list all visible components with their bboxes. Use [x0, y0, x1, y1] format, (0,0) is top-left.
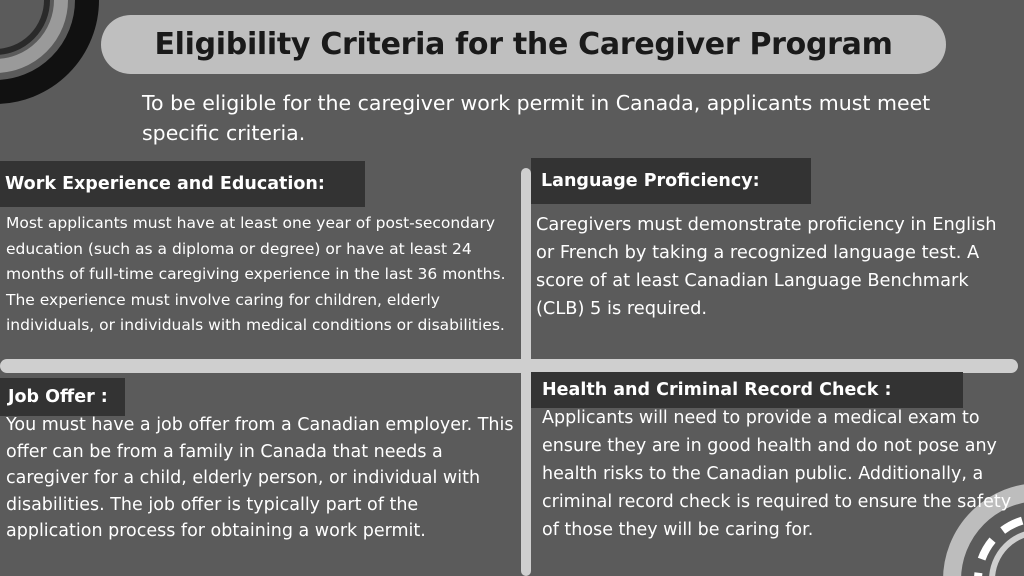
- section-text-work-experience: Most applicants must have at least one year of post-secondary education (such as a diploma or degree) or have at least 24 months of full-time caregiving experience in the last 36 months. The experience must involve caring for children, elderly individuals, or individuals with medical conditions or disabilities.: [6, 214, 506, 334]
- section-text-health-criminal: Applicants will need to provide a medical exam to ensure they are in good health and do not pose any health risks to the Canadian public. Additionally, a criminal record check is required to ensure the safety of those they will be caring for.: [542, 408, 1012, 540]
- horizontal-divider: [0, 359, 1018, 373]
- decorative-arc-top-left: [0, 0, 110, 110]
- section-heading-label: Work Experience and Education:: [5, 174, 325, 194]
- section-text-language: Caregivers must demonstrate proficiency in English or French by taking a recognized language test. A score of at least Canadian Language Benchmark (CLB) 5 is required.: [536, 214, 997, 319]
- section-heading-language: [531, 158, 811, 204]
- section-heading-label: Job Offer :: [8, 387, 108, 407]
- section-text-job-offer: You must have a job offer from a Canadian employer. This offer can be from a family in Canada that needs a caregiver for a child, elderly person, or individual with disabilities. The job offer is typically part of the application process for obtaining a work permit.: [6, 415, 514, 541]
- section-heading-label: Language Proficiency:: [541, 171, 760, 191]
- title-banner: [101, 15, 946, 74]
- section-heading-label: Health and Criminal Record Check :: [542, 380, 892, 400]
- section-heading-job-offer: [0, 378, 125, 416]
- section-heading-health-criminal: [531, 372, 963, 408]
- section-heading-work-experience: [0, 161, 365, 207]
- page-title: Eligibility Criteria for the Caregiver Program: [154, 27, 893, 62]
- intro-text: To be eligible for the caregiver work permit in Canada, applicants must meet specific criteria.: [142, 91, 931, 145]
